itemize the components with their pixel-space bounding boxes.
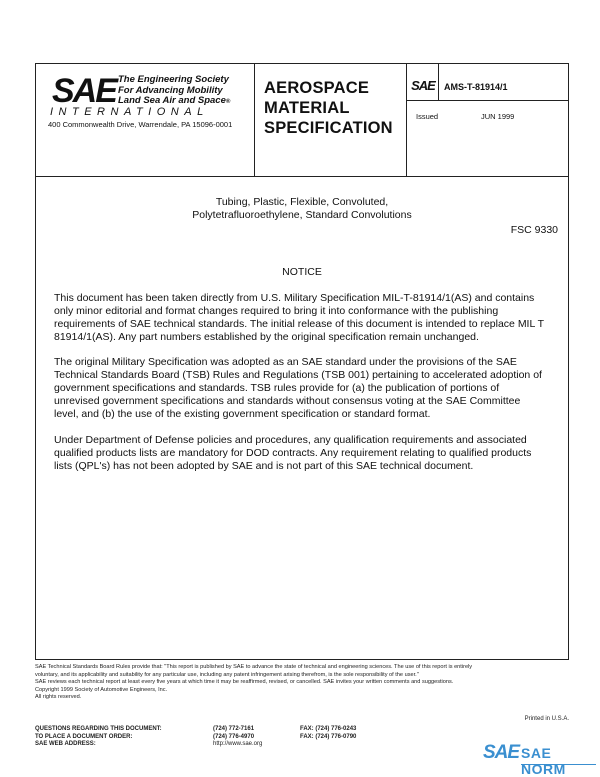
- document-footer: [35, 664, 569, 747]
- header-divider: [406, 64, 407, 176]
- notice-heading: NOTICE: [282, 266, 322, 278]
- sae-address: 400 Commonwealth Drive, Warrendale, PA 15096-0001: [48, 120, 233, 129]
- sae-norm-watermark: [483, 742, 598, 777]
- notice-paragraph: The original Military Specification was adopted as an SAE standard under the provisions of the SAE Technical Standards Board (TSB) Rules and Regulations (TSB 001) pertaining to accelerated adoption of government specifications and standards. TSB rules provide for (a) the publication of portions of unrevised government specifications and standards without consensus voting at the SAE Committee level, and (b) the use of the existing government specification or standard format.: [54, 356, 542, 420]
- tagline-line-3: Land Sea Air and Space: [118, 95, 226, 106]
- subject-line-2: Polytetrafluoroethylene, Standard Convolutions: [192, 209, 412, 221]
- sae-logo-mark: SAE: [52, 72, 116, 110]
- document-frame: [35, 63, 569, 660]
- sae-norm-name: SAE NORM: [521, 745, 566, 777]
- footer-line: Copyright 1999 Society of Automotive Engineers, Inc.: [35, 686, 168, 693]
- title-line-1: AEROSPACE: [264, 79, 370, 97]
- header-divider: [254, 64, 255, 176]
- sae-small-logo: SAE: [411, 78, 435, 93]
- title-line-3: SPECIFICATION: [264, 119, 393, 137]
- subject-line-1: Tubing, Plastic, Flexible, Convoluted,: [215, 196, 389, 208]
- tagline-line-2: For Advancing Mobility: [118, 84, 223, 96]
- notice-paragraph: This document has been taken directly from U.S. Military Specification MIL-T-81914/1(AS) and contains only minor editorial and format changes required to bring it into conformance with the publishing requirements of SAE technical standards. The initial release of this document is intended to replace MIL T 81914/1(AS). Any part numbers established by the original specification remain unchanged.: [54, 292, 544, 343]
- header-divider: [406, 100, 568, 101]
- international-wordmark: INTERNATIONAL: [50, 106, 209, 118]
- notice-paragraph: Under Department of Defense policies and procedures, any qualification requirements and associated qualified products lists are mandatory for DOD contracts. Any requirement relating to qualified products lists (QPL's) has not been adopted by SAE and is not part of this SAE technical document.: [54, 434, 532, 472]
- issued-label: Issued: [416, 112, 439, 121]
- contact-phone: (724) 772-7161: [213, 726, 255, 732]
- document-subject: [36, 196, 568, 222]
- fsc-code: FSC 9330: [510, 224, 558, 236]
- header-bottom-rule: [36, 176, 568, 177]
- sae-tagline: [118, 75, 230, 108]
- web-address-link[interactable]: http://www.sae.org: [213, 741, 263, 747]
- header-divider: [438, 64, 439, 100]
- contact-label: QUESTIONS REGARDING THIS DOCUMENT:: [35, 726, 162, 732]
- footer-line: voluntary, and its applicability and suitability for any particular use, including any patent infringement arising therefrom, is the sole responsibility of the user.": [35, 671, 419, 678]
- contact-label: SAE WEB ADDRESS:: [35, 741, 96, 747]
- spec-type-title: [264, 78, 393, 138]
- contact-fax: FAX: (724) 776-0790: [300, 733, 357, 740]
- contact-row: [35, 726, 569, 734]
- contact-label: TO PLACE A DOCUMENT ORDER:: [35, 733, 133, 740]
- contact-fax: FAX: (724) 776-0243: [300, 726, 357, 732]
- tagline-line-1: The Engineering Society: [118, 74, 229, 85]
- footer-line: SAE Technical Standards Board Rules provide that: "This report is published by SAE to advance the state of technical and engineering sciences. The use of this report is entirely: [35, 664, 473, 670]
- contact-phone: (724) 776-4970: [213, 733, 255, 740]
- issued-date: JUN 1999: [481, 112, 515, 121]
- document-number: AMS-T-81914/1: [444, 82, 508, 92]
- contact-row: [35, 734, 569, 742]
- title-line-2: MATERIAL: [264, 99, 350, 117]
- sae-norm-underline: [521, 764, 596, 765]
- printed-in: Printed in U.S.A.: [524, 716, 569, 722]
- footer-line: SAE reviews each technical report at least every five years at which time it may be reaffirmed, revised, or cancelled. SAE invites your written comments and suggestions.: [35, 679, 454, 685]
- sae-norm-mark: SAE: [483, 742, 520, 763]
- footer-line: All rights reserved.: [35, 694, 82, 700]
- registered-mark: ®: [225, 99, 231, 105]
